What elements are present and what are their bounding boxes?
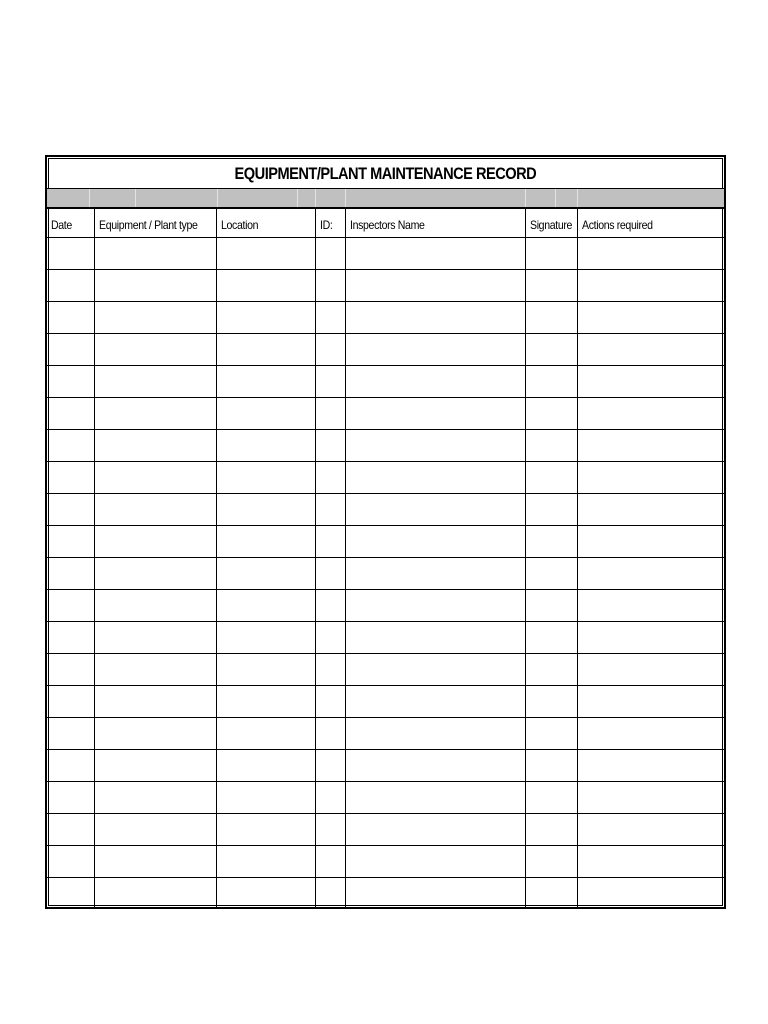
cell-signature[interactable]: [525, 782, 577, 814]
grey-header-band: [47, 189, 724, 208]
cell-id[interactable]: [315, 718, 345, 750]
cell-equipment[interactable]: [94, 302, 216, 334]
cell-date[interactable]: [47, 750, 94, 782]
cell-equipment[interactable]: [94, 622, 216, 654]
cell-location[interactable]: [216, 238, 315, 270]
cell-location[interactable]: [216, 846, 315, 878]
cell-signature[interactable]: [525, 558, 577, 590]
cell-actions[interactable]: [577, 622, 724, 654]
table-row: [47, 430, 724, 462]
cell-inspector[interactable]: [345, 782, 525, 814]
form-title: EQUIPMENT/PLANT MAINTENANCE RECORD: [47, 157, 724, 189]
cell-id[interactable]: [315, 782, 345, 814]
cell-inspector[interactable]: [345, 878, 525, 909]
cell-signature[interactable]: [525, 622, 577, 654]
cell-date[interactable]: [47, 558, 94, 590]
cell-location[interactable]: [216, 270, 315, 302]
cell-actions[interactable]: [577, 814, 724, 846]
cell-inspector[interactable]: [345, 430, 525, 462]
table-row: [47, 750, 724, 782]
cell-signature[interactable]: [525, 590, 577, 622]
table-row: [47, 846, 724, 878]
cell-inspector[interactable]: [345, 366, 525, 398]
cell-actions[interactable]: [577, 334, 724, 366]
cell-date[interactable]: [47, 718, 94, 750]
cell-actions[interactable]: [577, 398, 724, 430]
cell-actions[interactable]: [577, 526, 724, 558]
cell-date[interactable]: [47, 302, 94, 334]
cell-date[interactable]: [47, 398, 94, 430]
cell-id[interactable]: [315, 654, 345, 686]
cell-location[interactable]: [216, 526, 315, 558]
cell-date[interactable]: [47, 270, 94, 302]
table-row: [47, 558, 724, 590]
cell-signature[interactable]: [525, 846, 577, 878]
cell-id[interactable]: [315, 302, 345, 334]
cell-date[interactable]: [47, 526, 94, 558]
cell-equipment[interactable]: [94, 846, 216, 878]
cell-id[interactable]: [315, 558, 345, 590]
cell-date[interactable]: [47, 654, 94, 686]
cell-inspector[interactable]: [345, 302, 525, 334]
cell-equipment[interactable]: [94, 718, 216, 750]
cell-inspector[interactable]: [345, 622, 525, 654]
cell-equipment[interactable]: [94, 750, 216, 782]
table-row: [47, 814, 724, 846]
cell-id[interactable]: [315, 750, 345, 782]
cell-location[interactable]: [216, 782, 315, 814]
record-body: [47, 238, 724, 909]
cell-inspector[interactable]: [345, 398, 525, 430]
cell-date[interactable]: [47, 686, 94, 718]
cell-id[interactable]: [315, 366, 345, 398]
cell-date[interactable]: [47, 878, 94, 909]
table-row: [47, 462, 724, 494]
cell-date[interactable]: [47, 334, 94, 366]
cell-location[interactable]: [216, 590, 315, 622]
cell-date[interactable]: [47, 462, 94, 494]
cell-date[interactable]: [47, 366, 94, 398]
cell-signature[interactable]: [525, 462, 577, 494]
cell-id[interactable]: [315, 526, 345, 558]
cell-id[interactable]: [315, 238, 345, 270]
cell-date[interactable]: [47, 430, 94, 462]
table-row: [47, 334, 724, 366]
cell-location[interactable]: [216, 558, 315, 590]
cell-id[interactable]: [315, 494, 345, 526]
cell-actions[interactable]: [577, 718, 724, 750]
cell-signature[interactable]: [525, 878, 577, 909]
record-table: [47, 208, 724, 909]
cell-actions[interactable]: [577, 494, 724, 526]
cell-id[interactable]: [315, 334, 345, 366]
column-header-location: Location: [216, 209, 315, 238]
column-header-equipment: Equipment / Plant type: [94, 209, 216, 238]
cell-inspector[interactable]: [345, 494, 525, 526]
cell-location[interactable]: [216, 622, 315, 654]
cell-location[interactable]: [216, 686, 315, 718]
cell-id[interactable]: [315, 398, 345, 430]
cell-inspector[interactable]: [345, 686, 525, 718]
maintenance-record-form: [45, 155, 726, 909]
table-row: [47, 686, 724, 718]
table-row: [47, 366, 724, 398]
cell-location[interactable]: [216, 366, 315, 398]
cell-signature[interactable]: [525, 494, 577, 526]
cell-actions[interactable]: [577, 878, 724, 909]
cell-id[interactable]: [315, 686, 345, 718]
cell-actions[interactable]: [577, 366, 724, 398]
cell-inspector[interactable]: [345, 238, 525, 270]
table-row: [47, 398, 724, 430]
cell-signature[interactable]: [525, 302, 577, 334]
cell-equipment[interactable]: [94, 814, 216, 846]
cell-actions[interactable]: [577, 654, 724, 686]
table-row: [47, 270, 724, 302]
cell-date[interactable]: [47, 622, 94, 654]
cell-location[interactable]: [216, 750, 315, 782]
cell-location[interactable]: [216, 462, 315, 494]
cell-id[interactable]: [315, 430, 345, 462]
table-row: [47, 238, 724, 270]
cell-date[interactable]: [47, 814, 94, 846]
cell-equipment[interactable]: [94, 462, 216, 494]
cell-inspector[interactable]: [345, 718, 525, 750]
cell-actions[interactable]: [577, 782, 724, 814]
cell-signature[interactable]: [525, 814, 577, 846]
cell-inspector[interactable]: [345, 270, 525, 302]
cell-date[interactable]: [47, 782, 94, 814]
cell-signature[interactable]: [525, 526, 577, 558]
cell-equipment[interactable]: [94, 686, 216, 718]
cell-signature[interactable]: [525, 366, 577, 398]
cell-actions[interactable]: [577, 686, 724, 718]
cell-inspector[interactable]: [345, 750, 525, 782]
table-row: [47, 526, 724, 558]
table-row: [47, 494, 724, 526]
cell-equipment[interactable]: [94, 270, 216, 302]
cell-date[interactable]: [47, 590, 94, 622]
cell-signature[interactable]: [525, 718, 577, 750]
cell-inspector[interactable]: [345, 590, 525, 622]
cell-date[interactable]: [47, 238, 94, 270]
table-row: [47, 590, 724, 622]
cell-equipment[interactable]: [94, 526, 216, 558]
cell-location[interactable]: [216, 334, 315, 366]
cell-location[interactable]: [216, 430, 315, 462]
cell-signature[interactable]: [525, 654, 577, 686]
table-row: [47, 622, 724, 654]
cell-location[interactable]: [216, 718, 315, 750]
cell-equipment[interactable]: [94, 782, 216, 814]
cell-inspector[interactable]: [345, 846, 525, 878]
cell-location[interactable]: [216, 398, 315, 430]
column-header-actions: Actions required: [577, 209, 724, 238]
cell-signature[interactable]: [525, 238, 577, 270]
cell-actions[interactable]: [577, 430, 724, 462]
cell-equipment[interactable]: [94, 366, 216, 398]
cell-actions[interactable]: [577, 558, 724, 590]
cell-inspector[interactable]: [345, 558, 525, 590]
column-header-row: [47, 209, 724, 238]
column-header-signature: Signature: [525, 209, 577, 238]
cell-equipment[interactable]: [94, 494, 216, 526]
cell-inspector[interactable]: [345, 526, 525, 558]
cell-signature[interactable]: [525, 430, 577, 462]
cell-id[interactable]: [315, 462, 345, 494]
cell-date[interactable]: [47, 494, 94, 526]
cell-equipment[interactable]: [94, 654, 216, 686]
cell-signature[interactable]: [525, 398, 577, 430]
cell-id[interactable]: [315, 590, 345, 622]
cell-location[interactable]: [216, 302, 315, 334]
cell-inspector[interactable]: [345, 814, 525, 846]
cell-equipment[interactable]: [94, 430, 216, 462]
cell-actions[interactable]: [577, 302, 724, 334]
table-row: [47, 654, 724, 686]
table-row: [47, 302, 724, 334]
cell-equipment[interactable]: [94, 334, 216, 366]
cell-actions[interactable]: [577, 238, 724, 270]
table-row: [47, 878, 724, 909]
cell-id[interactable]: [315, 270, 345, 302]
cell-actions[interactable]: [577, 750, 724, 782]
table-row: [47, 718, 724, 750]
cell-actions[interactable]: [577, 590, 724, 622]
cell-equipment[interactable]: [94, 398, 216, 430]
column-header-id: ID:: [315, 209, 345, 238]
cell-equipment[interactable]: [94, 878, 216, 909]
cell-inspector[interactable]: [345, 654, 525, 686]
cell-inspector[interactable]: [345, 462, 525, 494]
cell-id[interactable]: [315, 846, 345, 878]
cell-actions[interactable]: [577, 462, 724, 494]
cell-id[interactable]: [315, 814, 345, 846]
cell-location[interactable]: [216, 878, 315, 909]
cell-equipment[interactable]: [94, 590, 216, 622]
cell-signature[interactable]: [525, 686, 577, 718]
column-header-inspector: Inspectors Name: [345, 209, 525, 238]
cell-id[interactable]: [315, 878, 345, 909]
cell-location[interactable]: [216, 494, 315, 526]
cell-equipment[interactable]: [94, 238, 216, 270]
cell-signature[interactable]: [525, 334, 577, 366]
cell-actions[interactable]: [577, 846, 724, 878]
cell-signature[interactable]: [525, 270, 577, 302]
cell-date[interactable]: [47, 846, 94, 878]
cell-actions[interactable]: [577, 270, 724, 302]
cell-equipment[interactable]: [94, 558, 216, 590]
cell-id[interactable]: [315, 622, 345, 654]
cell-inspector[interactable]: [345, 334, 525, 366]
cell-location[interactable]: [216, 654, 315, 686]
cell-location[interactable]: [216, 814, 315, 846]
cell-signature[interactable]: [525, 750, 577, 782]
table-row: [47, 782, 724, 814]
column-header-date: Date: [47, 209, 94, 238]
